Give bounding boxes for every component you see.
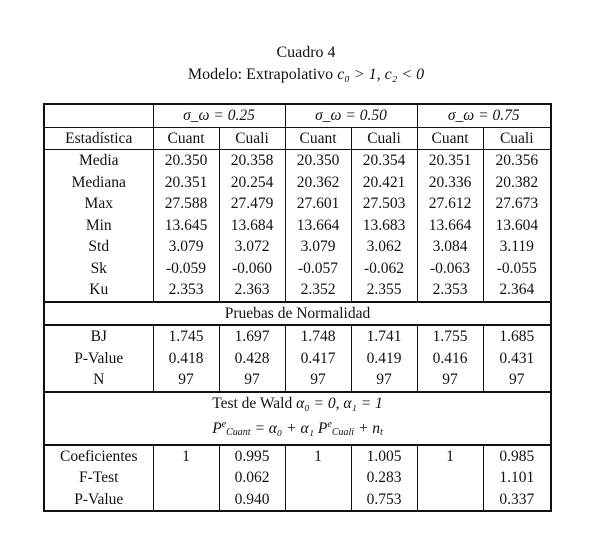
value-cell: 3.072 bbox=[219, 236, 285, 258]
table-row bbox=[44, 258, 551, 280]
value-cell: 20.362 bbox=[285, 172, 351, 194]
wald-title-math: α₀ = 0, α₁ = 1 bbox=[296, 394, 383, 412]
table-row bbox=[44, 215, 551, 237]
value-cell: 20.350 bbox=[285, 150, 351, 172]
col-header: Cuant bbox=[285, 127, 351, 150]
row-label: BJ bbox=[44, 325, 153, 348]
value-cell: 0.995 bbox=[219, 445, 285, 468]
row-label: Min bbox=[44, 215, 153, 237]
table-row bbox=[44, 193, 551, 215]
column-header-row bbox=[44, 127, 551, 150]
value-cell: 27.588 bbox=[153, 193, 219, 215]
value-cell: -0.062 bbox=[351, 258, 417, 280]
value-cell bbox=[285, 467, 351, 489]
value-cell: 2.364 bbox=[483, 279, 551, 302]
value-cell bbox=[285, 489, 351, 512]
table-row bbox=[44, 369, 551, 392]
value-cell: 1.101 bbox=[483, 467, 551, 489]
value-cell: 0.337 bbox=[483, 489, 551, 512]
value-cell: 1 bbox=[417, 445, 483, 468]
row-label: F-Test bbox=[44, 467, 153, 489]
value-cell: 0.428 bbox=[219, 348, 285, 370]
value-cell: 97 bbox=[417, 369, 483, 392]
value-cell: 13.645 bbox=[153, 215, 219, 237]
sigma-group-2: σ_ω = 0.50 bbox=[285, 104, 417, 127]
value-cell: 20.421 bbox=[351, 172, 417, 194]
value-cell: 20.351 bbox=[153, 172, 219, 194]
value-cell bbox=[153, 467, 219, 489]
wald-equation-cell-row bbox=[44, 414, 551, 445]
table-row bbox=[44, 172, 551, 194]
wald-title-text: Test de Wald bbox=[212, 394, 297, 412]
normality-section-title: Pruebas de Normalidad bbox=[44, 302, 551, 326]
value-cell: 2.355 bbox=[351, 279, 417, 302]
value-cell: 2.353 bbox=[153, 279, 219, 302]
value-cell bbox=[153, 489, 219, 512]
value-cell: 0.283 bbox=[351, 467, 417, 489]
table-row bbox=[44, 236, 551, 258]
value-cell: -0.055 bbox=[483, 258, 551, 280]
subtitle-condition: c₀ > 1, c₂ < 0 bbox=[337, 66, 425, 83]
value-cell: 27.612 bbox=[417, 193, 483, 215]
value-cell: -0.063 bbox=[417, 258, 483, 280]
value-cell: 27.601 bbox=[285, 193, 351, 215]
value-cell: 27.503 bbox=[351, 193, 417, 215]
value-cell: 3.079 bbox=[153, 236, 219, 258]
value-cell: 1 bbox=[285, 445, 351, 468]
value-cell: 0.753 bbox=[351, 489, 417, 512]
col-header: Cuali bbox=[219, 127, 285, 150]
value-cell: 20.356 bbox=[483, 150, 551, 172]
value-cell: 1.745 bbox=[153, 325, 219, 348]
value-cell: 20.351 bbox=[417, 150, 483, 172]
value-cell: -0.059 bbox=[153, 258, 219, 280]
value-cell: 0.417 bbox=[285, 348, 351, 370]
value-cell: -0.057 bbox=[285, 258, 351, 280]
value-cell: 13.664 bbox=[285, 215, 351, 237]
col-header: Cuali bbox=[483, 127, 551, 150]
value-cell: 3.084 bbox=[417, 236, 483, 258]
subtitle-prefix: Modelo: Extrapolativo bbox=[187, 66, 338, 83]
table-row bbox=[44, 279, 551, 302]
value-cell: 0.431 bbox=[483, 348, 551, 370]
value-cell: 13.664 bbox=[417, 215, 483, 237]
value-cell: 0.062 bbox=[219, 467, 285, 489]
row-label: Max bbox=[44, 193, 153, 215]
value-cell: 13.684 bbox=[219, 215, 285, 237]
value-cell: 13.683 bbox=[351, 215, 417, 237]
sigma-header-row bbox=[44, 104, 551, 127]
row-label: Mediana bbox=[44, 172, 153, 194]
value-cell: 20.354 bbox=[351, 150, 417, 172]
table-caption-title: Cuadro 4 bbox=[276, 44, 336, 61]
wald-section-title bbox=[44, 392, 551, 415]
wald-section-title-row bbox=[44, 392, 551, 415]
value-cell: 0.418 bbox=[153, 348, 219, 370]
wald-title-wrap bbox=[212, 395, 383, 412]
normality-section-title-row bbox=[44, 302, 551, 326]
col-header: Cuali bbox=[351, 127, 417, 150]
row-label: Sk bbox=[44, 258, 153, 280]
value-cell: 0.419 bbox=[351, 348, 417, 370]
value-cell: 97 bbox=[483, 369, 551, 392]
value-cell: 1.685 bbox=[483, 325, 551, 348]
value-cell: 1.755 bbox=[417, 325, 483, 348]
row-label: P-Value bbox=[44, 348, 153, 370]
value-cell: 2.353 bbox=[417, 279, 483, 302]
value-cell: 20.254 bbox=[219, 172, 285, 194]
col-header: Cuant bbox=[153, 127, 219, 150]
results-table-body bbox=[44, 104, 551, 511]
table-row bbox=[44, 445, 551, 468]
value-cell: 3.079 bbox=[285, 236, 351, 258]
table-row bbox=[44, 325, 551, 348]
value-cell: -0.060 bbox=[219, 258, 285, 280]
row-label: Ku bbox=[44, 279, 153, 302]
value-cell: 1.005 bbox=[351, 445, 417, 468]
wald-equation-cell bbox=[44, 414, 551, 445]
row-label: Coeficientes bbox=[44, 445, 153, 468]
value-cell: 27.673 bbox=[483, 193, 551, 215]
value-cell: 27.479 bbox=[219, 193, 285, 215]
value-cell: 97 bbox=[285, 369, 351, 392]
sigma-group-3: σ_ω = 0.75 bbox=[417, 104, 551, 127]
value-cell: 97 bbox=[153, 369, 219, 392]
wald-equation: $P^e_{Cuant} = \alpha_0 + \alpha_1$ $P^e_{Cuali} + n_t$ bbox=[212, 419, 383, 438]
table-row bbox=[44, 348, 551, 370]
value-cell: 20.350 bbox=[153, 150, 219, 172]
value-cell: 97 bbox=[351, 369, 417, 392]
empty-header-cell bbox=[44, 104, 153, 127]
table-row bbox=[44, 467, 551, 489]
value-cell: 20.358 bbox=[219, 150, 285, 172]
value-cell: 1 bbox=[153, 445, 219, 468]
value-cell: 1.741 bbox=[351, 325, 417, 348]
value-cell: 0.416 bbox=[417, 348, 483, 370]
value-cell: 20.382 bbox=[483, 172, 551, 194]
value-cell: 20.336 bbox=[417, 172, 483, 194]
results-table bbox=[43, 103, 552, 512]
value-cell bbox=[417, 489, 483, 512]
value-cell: 2.363 bbox=[219, 279, 285, 302]
col-header: Cuant bbox=[417, 127, 483, 150]
table-caption-subtitle bbox=[0, 66, 612, 84]
table-row bbox=[44, 150, 551, 172]
value-cell: 1.697 bbox=[219, 325, 285, 348]
row-label: Media bbox=[44, 150, 153, 172]
value-cell: 0.940 bbox=[219, 489, 285, 512]
value-cell: 3.062 bbox=[351, 236, 417, 258]
row-label: N bbox=[44, 369, 153, 392]
value-cell: 97 bbox=[219, 369, 285, 392]
value-cell: 13.604 bbox=[483, 215, 551, 237]
sigma-group-1: σ_ω = 0.25 bbox=[153, 104, 285, 127]
row-label: P-Value bbox=[44, 489, 153, 512]
value-cell: 0.985 bbox=[483, 445, 551, 468]
value-cell bbox=[417, 467, 483, 489]
table-row bbox=[44, 489, 551, 512]
stat-label-header: Estadística bbox=[44, 127, 153, 150]
row-label: Std bbox=[44, 236, 153, 258]
value-cell: 2.352 bbox=[285, 279, 351, 302]
value-cell: 1.748 bbox=[285, 325, 351, 348]
value-cell: 3.119 bbox=[483, 236, 551, 258]
